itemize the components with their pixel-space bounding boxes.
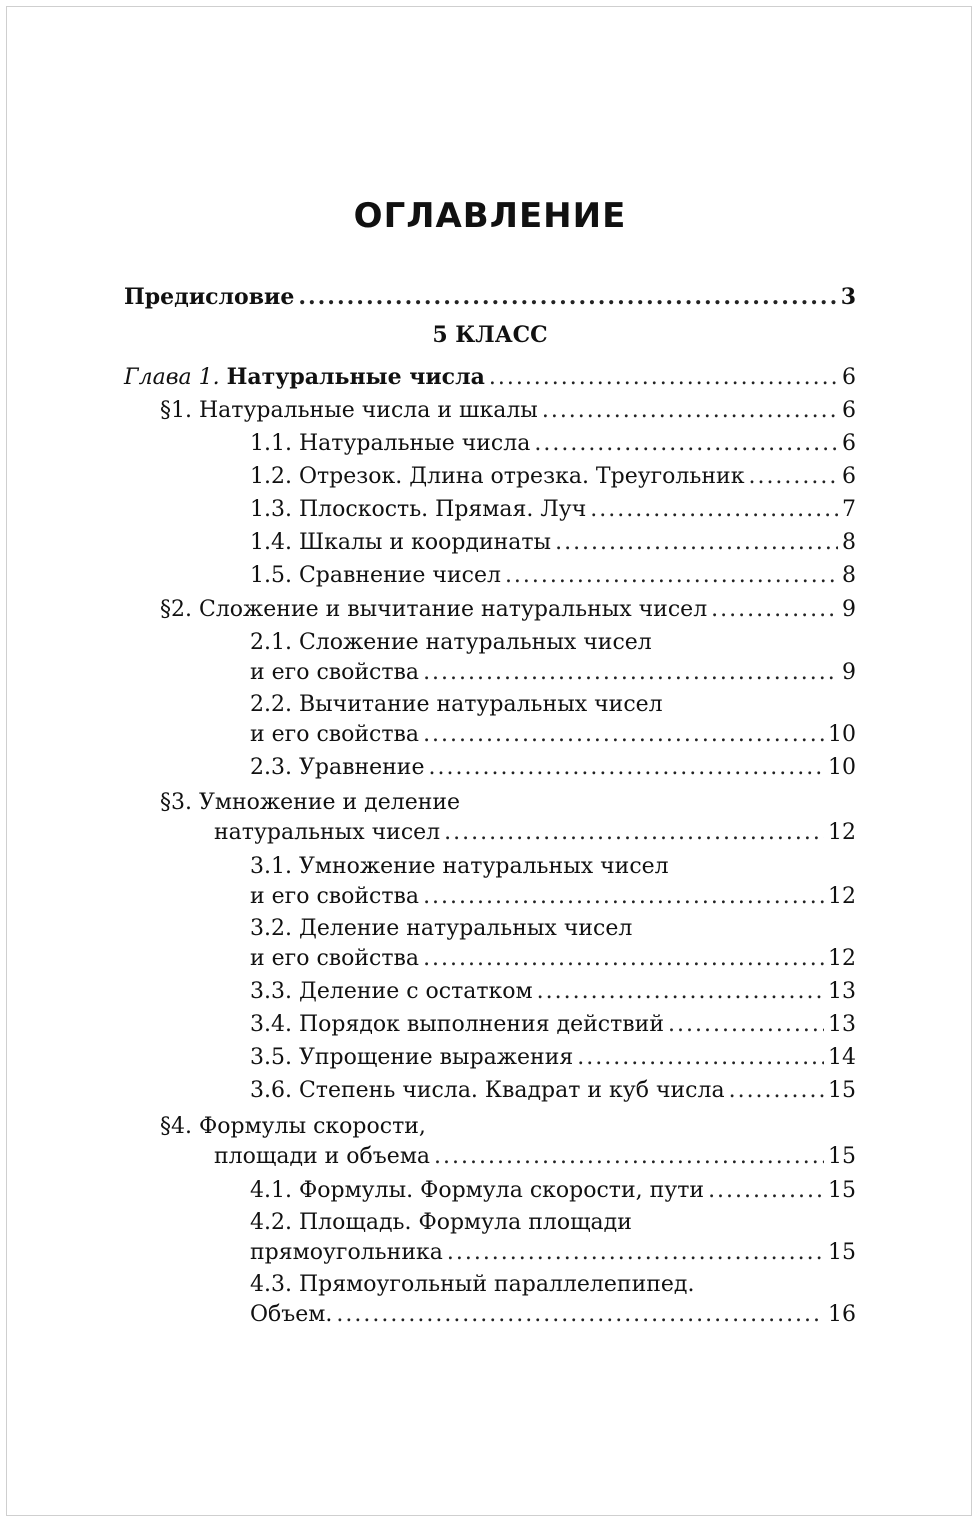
dot-leader [711, 595, 838, 625]
toc-entry [250, 753, 856, 783]
toc-entry-label: и его свойства [250, 946, 420, 971]
toc-entry-first-line: §3. Умножение и деление [160, 790, 461, 815]
toc-page-number: 3 [840, 284, 856, 310]
toc-entry [250, 561, 856, 591]
toc-entry [250, 528, 856, 558]
toc-page-number: 13 [828, 979, 856, 1004]
toc-page-number: 12 [828, 820, 856, 845]
dot-leader [708, 1176, 824, 1206]
toc-entry [214, 818, 856, 848]
dot-leader [489, 363, 838, 393]
toc-page-number: 8 [842, 530, 856, 555]
toc-page-number: 7 [842, 497, 856, 522]
chapter-title: Натуральные числа [226, 364, 485, 390]
dot-leader [429, 753, 825, 783]
toc-page-number: 12 [828, 884, 856, 909]
dot-leader [423, 658, 838, 688]
toc-entry-chapter [124, 362, 856, 392]
toc-chapter-label [124, 362, 485, 393]
dot-leader [668, 1010, 824, 1040]
dot-leader [444, 818, 824, 848]
dot-leader [577, 1043, 824, 1073]
toc-entry-first-line: 3.1. Умножение натуральных чисел [250, 854, 669, 879]
toc-entry-label: 1.2. Отрезок. Длина отрезка. Треугольник [250, 464, 745, 489]
toc-page-number: 6 [842, 464, 856, 489]
toc-page-number: 15 [828, 1144, 856, 1169]
dot-leader [537, 977, 824, 1007]
dot-leader [729, 1076, 824, 1106]
dot-leader [423, 944, 824, 974]
toc-entry-label: 1.4. Шкалы и координаты [250, 530, 552, 555]
toc-page-number: 12 [828, 946, 856, 971]
toc-entry-first-line: 4.3. Прямоугольный параллелепипед. [250, 1272, 695, 1297]
toc-page-number: 13 [828, 1012, 856, 1037]
dot-leader [434, 1142, 824, 1172]
toc-entry-preface [124, 282, 856, 312]
toc-entry [250, 1010, 856, 1040]
toc-entry-label: 1.3. Плоскость. Прямая. Луч [250, 497, 587, 522]
toc-entry-label: §1. Натуральные числа и шкалы [160, 398, 538, 423]
toc-page-number: 8 [842, 563, 856, 588]
toc-entry-label: 3.5. Упрощение выражения [250, 1045, 574, 1070]
dot-leader [447, 1238, 824, 1268]
toc-page-number: 16 [828, 1302, 856, 1327]
toc-entry-first-line: §4. Формулы скорости, [160, 1114, 426, 1139]
toc-entry-label: 4.1. Формулы. Формула скорости, пути [250, 1178, 705, 1203]
toc-entry-label: Предисловие [124, 284, 295, 310]
toc-entry [250, 882, 856, 912]
toc-entry-first-line: 2.2. Вычитание натуральных чисел [250, 692, 663, 717]
toc-page-number: 10 [828, 722, 856, 747]
dot-leader [298, 282, 836, 312]
dot-leader [423, 720, 824, 750]
toc-entry-first-line: 4.2. Площадь. Формула площади [250, 1210, 632, 1235]
toc-entry-label: 1.1. Натуральные числа [250, 431, 531, 456]
toc-entry [250, 944, 856, 974]
page-title: ОГЛАВЛЕНИЕ [353, 196, 627, 236]
toc-entry-label: прямоугольника [250, 1240, 443, 1265]
toc-entry-label: натуральных чисел [214, 820, 441, 845]
toc-entry [160, 595, 856, 625]
toc-page-number: 15 [828, 1078, 856, 1103]
toc-page-number: 6 [842, 365, 856, 390]
toc-entry-label: 1.5. Сравнение чисел [250, 563, 501, 588]
toc-entry [250, 495, 856, 525]
toc-entry-first-line: 2.1. Сложение натуральных чисел [250, 630, 652, 655]
toc-entry [250, 1300, 856, 1330]
toc-entry-label: §2. Сложение и вычитание натуральных чисел [160, 597, 708, 622]
toc-entry-first-line: 3.2. Деление натуральных чисел [250, 916, 633, 941]
toc-page-number: 15 [828, 1178, 856, 1203]
toc-entry-label: 3.6. Степень числа. Квадрат и куб числа [250, 1078, 725, 1103]
toc-entry [160, 396, 856, 426]
dot-leader [555, 528, 838, 558]
toc-entry-label: и его свойства [250, 722, 420, 747]
toc-page-number: 6 [842, 398, 856, 423]
toc-entry-label: 3.3. Деление с остатком [250, 979, 533, 1004]
toc-entry [250, 1176, 856, 1206]
toc-page-number: 9 [842, 597, 856, 622]
toc-entry-label: площади и объема [214, 1144, 431, 1169]
toc-entry [250, 1076, 856, 1106]
dot-leader [423, 882, 824, 912]
toc-entry [214, 1142, 856, 1172]
toc-entry-label: Объем. [250, 1302, 333, 1327]
toc-entry-label: 2.3. Уравнение [250, 755, 425, 780]
dot-leader [336, 1300, 824, 1330]
section-heading: 5 КЛАСС [432, 322, 548, 348]
toc-entry [250, 658, 856, 688]
toc-entry-label: 3.4. Порядок выполнения действий [250, 1012, 664, 1037]
toc-entry [250, 1238, 856, 1268]
dot-leader [542, 396, 838, 426]
toc-entry [250, 1043, 856, 1073]
toc-entry [250, 720, 856, 750]
dot-leader [505, 561, 838, 591]
dot-leader [534, 429, 838, 459]
toc-entry [250, 429, 856, 459]
dot-leader [748, 462, 838, 492]
toc-page-number: 9 [842, 660, 856, 685]
chapter-prefix: Глава 1. [124, 365, 220, 390]
toc-page-number: 10 [828, 755, 856, 780]
toc-entry-label: и его свойства [250, 884, 420, 909]
toc-entry [250, 462, 856, 492]
toc-page-number: 14 [828, 1045, 856, 1070]
toc-entry-label: и его свойства [250, 660, 420, 685]
toc-entry [250, 977, 856, 1007]
dot-leader [590, 495, 838, 525]
toc-page-number: 6 [842, 431, 856, 456]
toc-page-number: 15 [828, 1240, 856, 1265]
